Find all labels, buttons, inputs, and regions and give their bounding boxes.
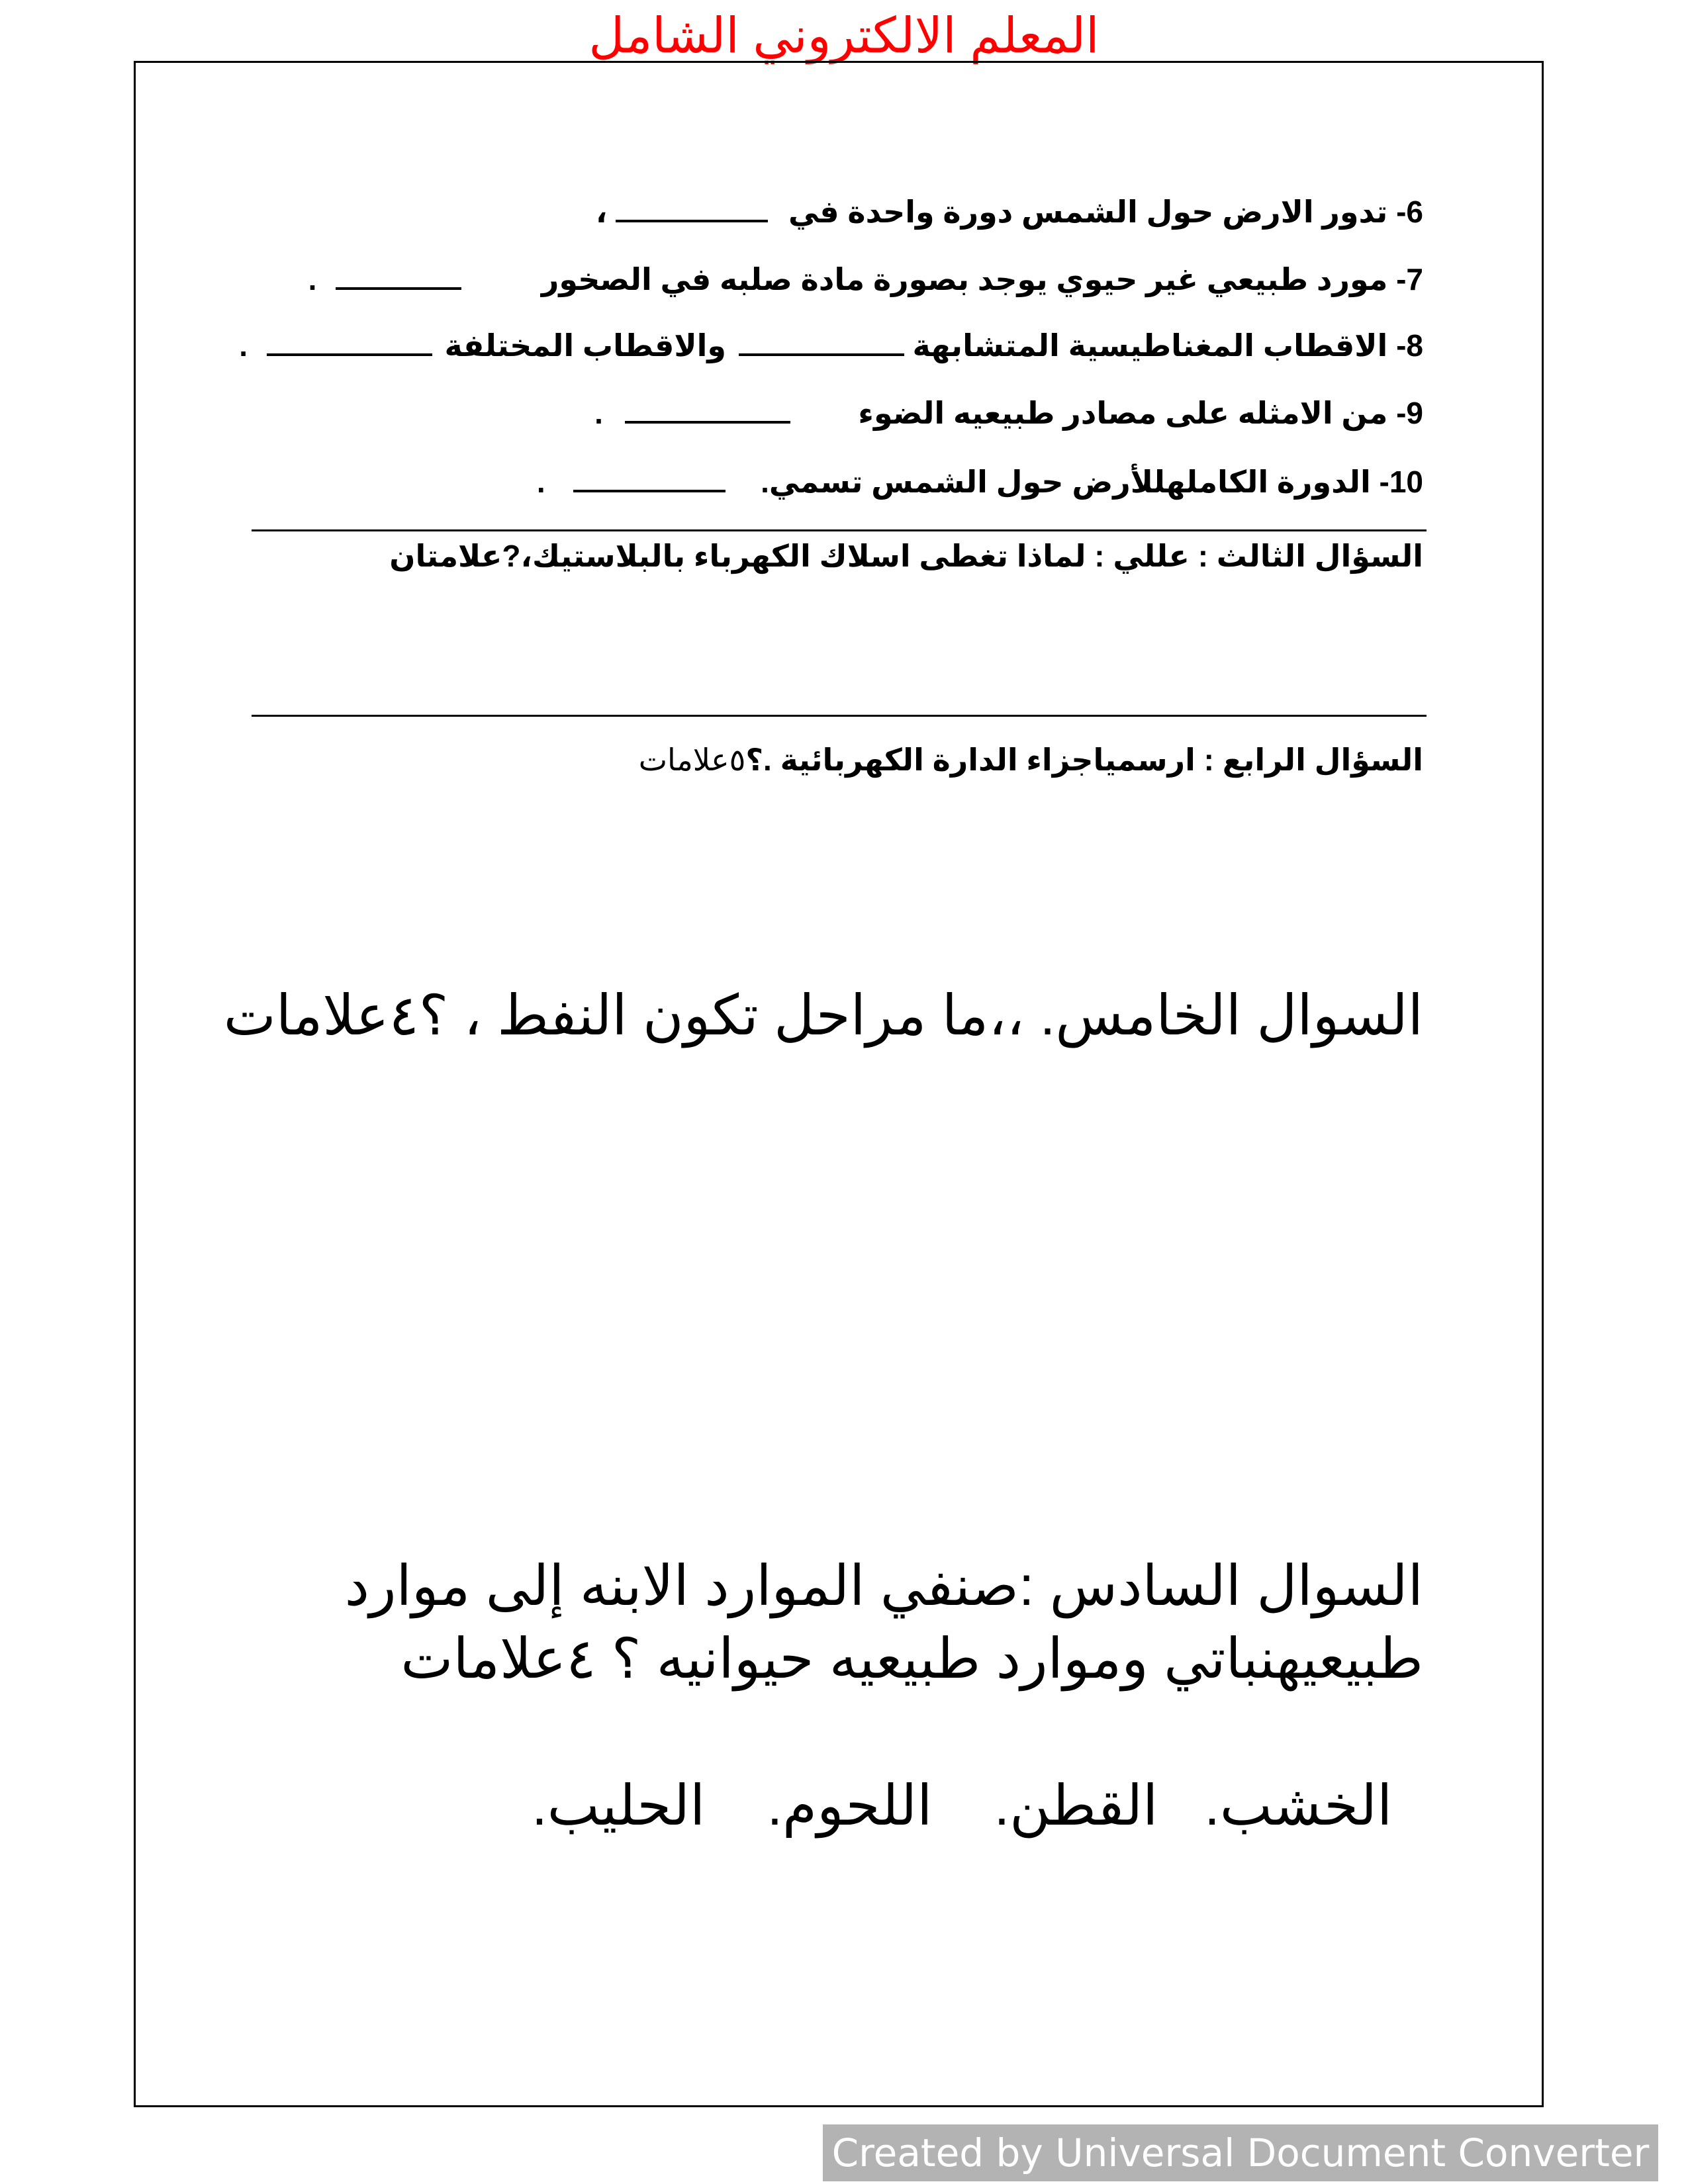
page-header-title: المعلم الالكتروني الشامل [588, 8, 1100, 63]
converter-watermark: Created by Universal Document Converter [823, 2124, 1658, 2181]
question-8 [239, 326, 1423, 365]
question-6-blank [616, 196, 768, 222]
divider-line-1 [252, 529, 1427, 531]
question-5-text: السوال الخامس. ،،ما مراحل تكون النفط ، ؟٤علامات [223, 984, 1423, 1046]
question-6-text: 6- تدور الارض حول الشمس دورة واحدة في [788, 195, 1423, 229]
question-9-blank [625, 397, 790, 424]
question-8-mid: والاقطاب المختلفة [444, 328, 726, 363]
question-4-marks: ٥علامات [638, 743, 746, 777]
question-9-tail: . [594, 396, 603, 430]
question-8-tail: . [239, 328, 248, 363]
question-6-classify-line-2 [400, 1621, 1423, 1696]
question-4-text: السؤال الرابع : ارسمياجزاء الدارة الكهربائية .؟ [745, 743, 1423, 777]
question-4 [639, 740, 1423, 780]
question-6-classify-text-1: السوال السادس :صنفي الموارد الابنه إلى موارد [344, 1555, 1423, 1617]
question-8-blank-1 [739, 330, 904, 356]
question-9 [594, 393, 1423, 433]
question-7-text: 7- مورد طبيعي غير حيوي يوجد بصورة مادة صلبه في الصخور [541, 262, 1423, 296]
question-3 [389, 536, 1423, 576]
question-10 [537, 462, 1423, 502]
question-9-text: 9- من الامثله على مصادر طبيعيه الضوء [858, 396, 1423, 430]
question-7-blank [336, 263, 461, 290]
question-7-tail: . [308, 262, 317, 296]
question-6 [596, 192, 1423, 232]
question-6-classify-text-2: طبيعيهنباتي وموارد طبيعيه حيوانيه ؟ ٤علامات [400, 1627, 1423, 1690]
question-10-tail: . [536, 465, 545, 499]
question-6-tail: ، [595, 195, 608, 229]
question-6-classify-line-1 [345, 1549, 1423, 1623]
question-6-classify-text-3: الخشب. القطن. اللحوم. الحليب. [532, 1774, 1393, 1837]
question-6-classify-line-3 [532, 1694, 1423, 1843]
question-10-blank [573, 466, 726, 492]
question-10-text: 10- الدورة الكاملهللأرض حول الشمس تسمي. [761, 465, 1423, 499]
question-8-blank-2 [267, 330, 432, 356]
divider-line-2 [252, 715, 1427, 717]
question-7 [308, 259, 1423, 299]
question-8-text: 8- الاقطاب المغناطيسية المتشابهة [912, 328, 1423, 363]
question-3-text: السؤال الثالث : عللي : لماذا تغطى اسلاك الكهرباء بالبلاستيك،?علامتان [389, 539, 1423, 573]
question-5 [224, 978, 1423, 1052]
